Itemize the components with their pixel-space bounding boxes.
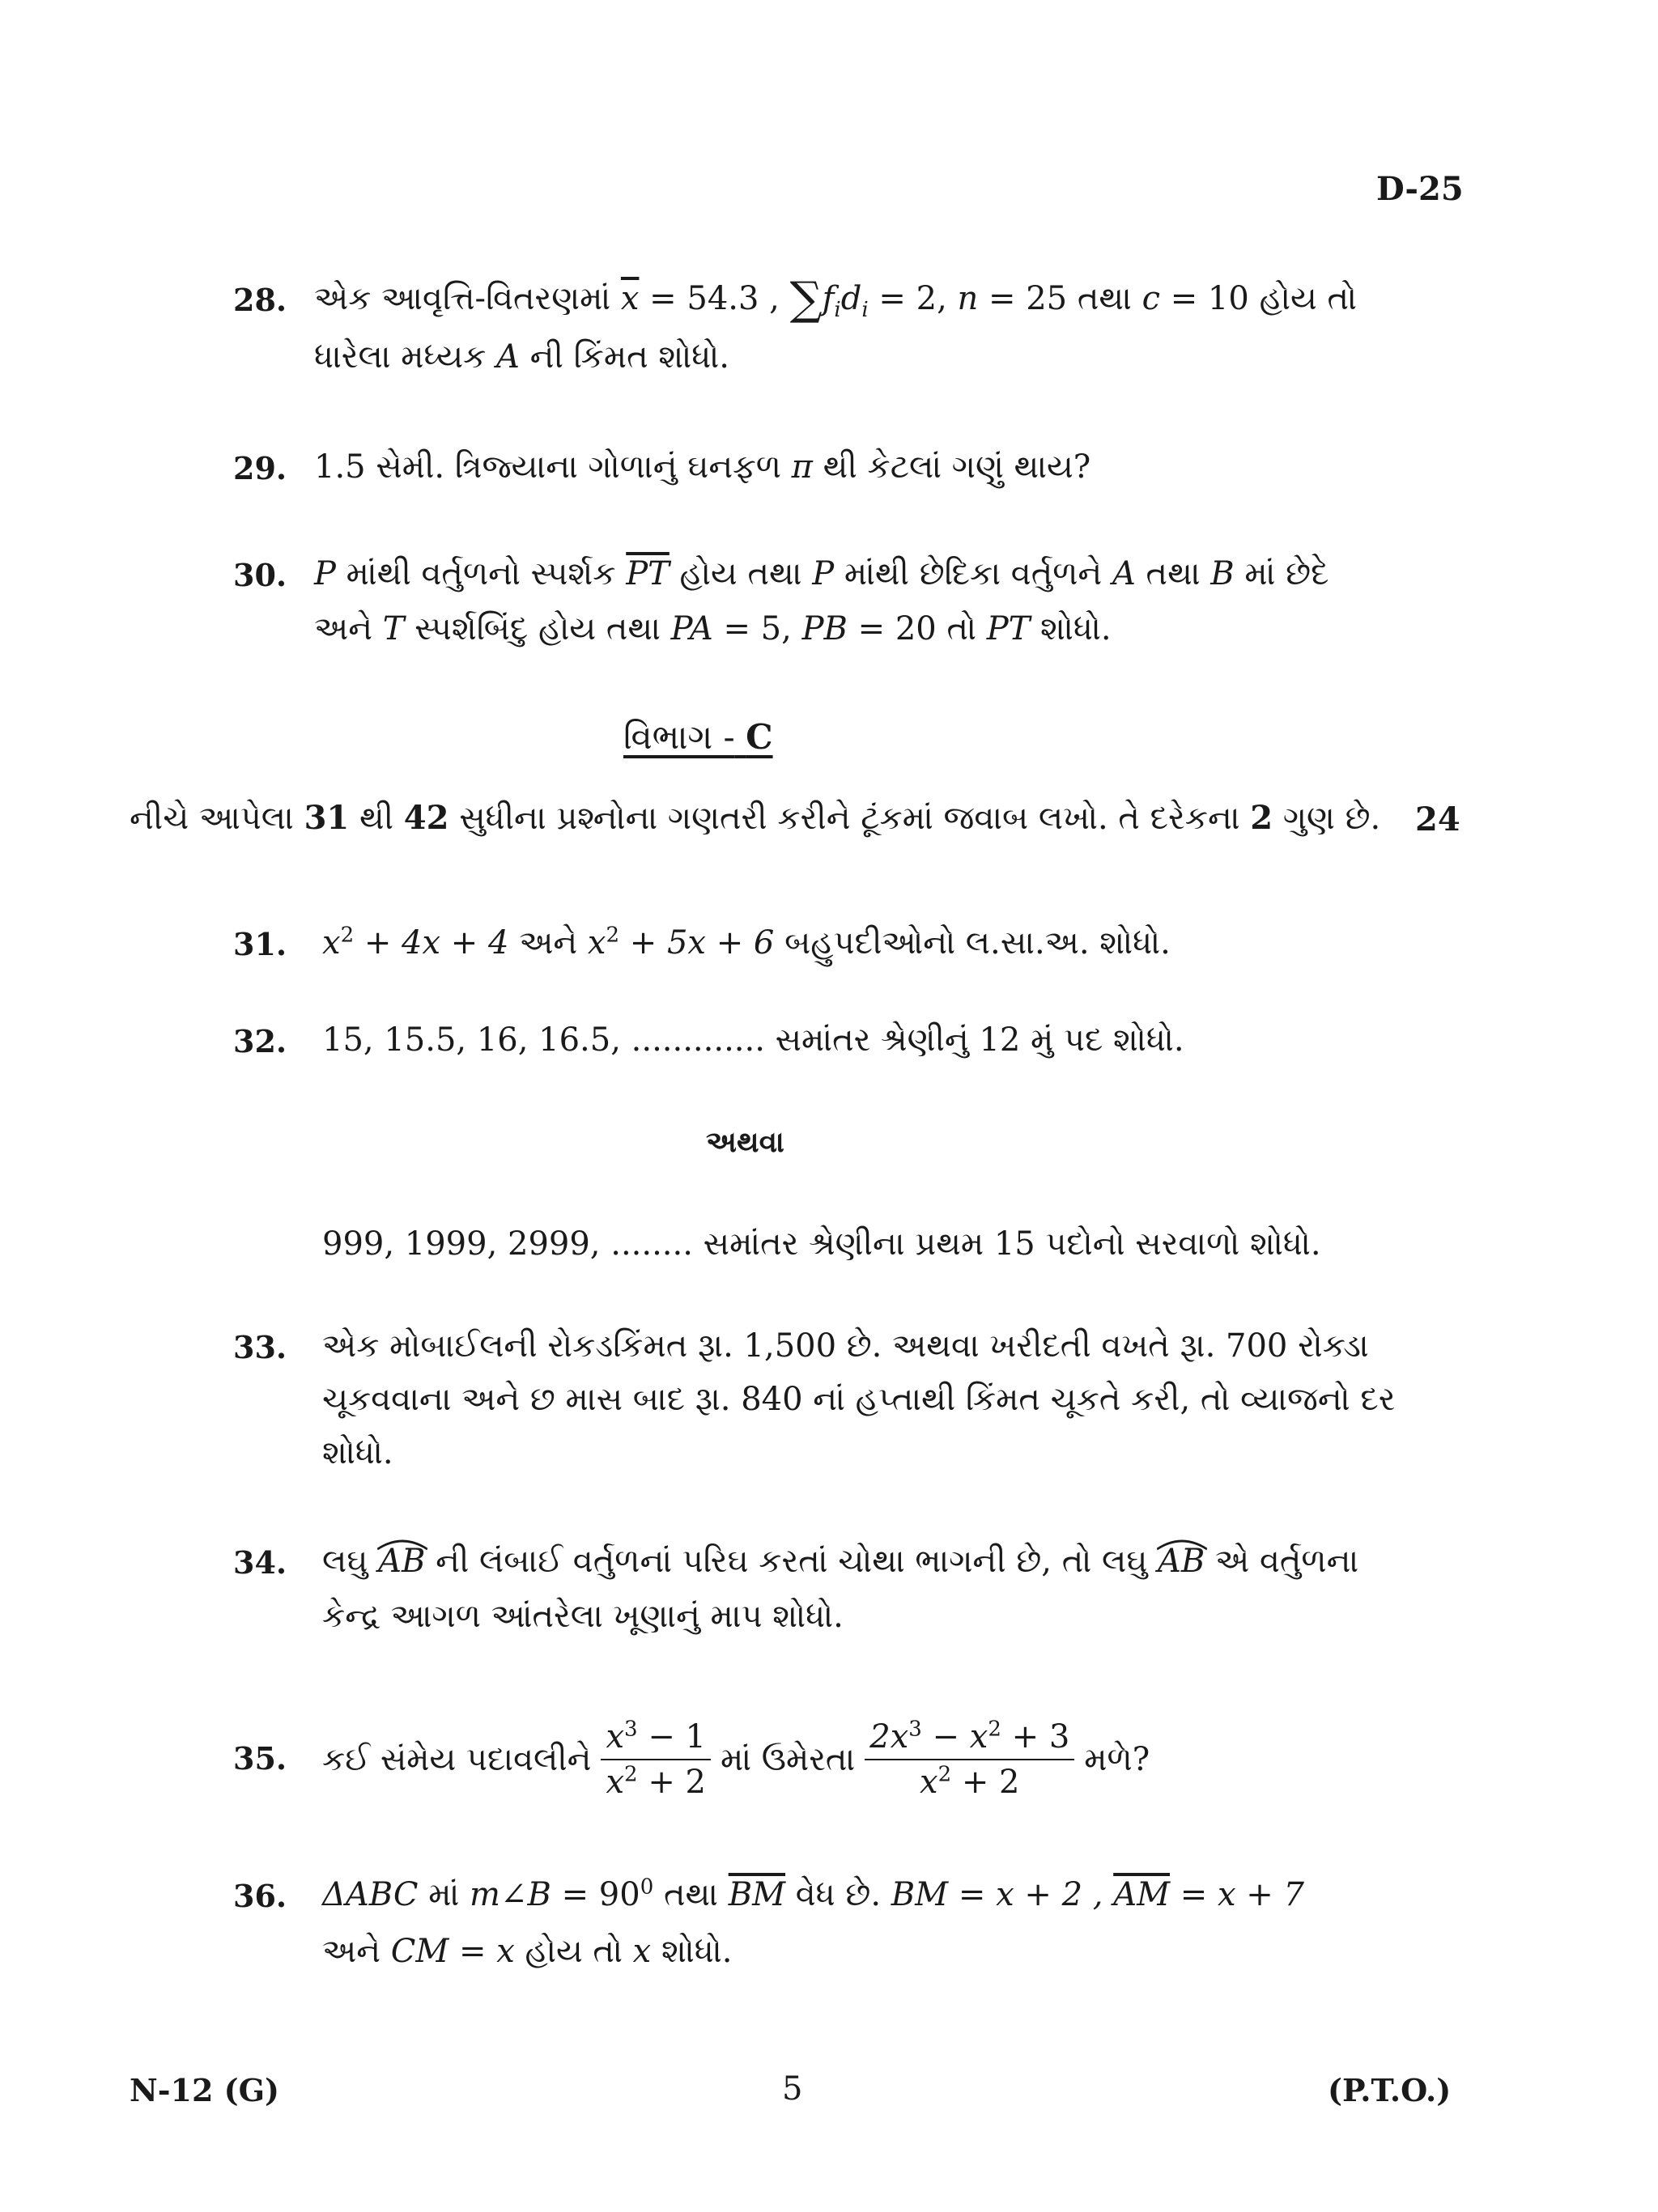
- question-28-line-1: [314, 274, 1358, 325]
- question-28-line-2: [314, 332, 1358, 382]
- f2-den-p: 2: [937, 1762, 952, 1787]
- q32-post: સમાંતર શ્રેણીનું 12 મું પદ શોધો.: [775, 1021, 1184, 1059]
- q28-c-value: = 10: [1170, 280, 1249, 317]
- f2-num-b: − x: [932, 1718, 988, 1756]
- question-32-number: 32.: [233, 1023, 287, 1059]
- f1-den-x: x: [606, 1764, 625, 1801]
- q28-c: c: [1141, 280, 1160, 317]
- question-30-line-2: [314, 604, 1358, 654]
- q31-p1: 2: [340, 923, 355, 948]
- q36-t2: તથા: [663, 1876, 718, 1913]
- fraction-1: [601, 1715, 711, 1804]
- q28-d: d: [840, 280, 862, 317]
- q28-n-value: = 25: [988, 280, 1068, 317]
- question-36-line-1: [322, 1870, 1367, 1920]
- q28-post: હોય તો: [1259, 280, 1357, 317]
- f1-den-r: + 2: [648, 1764, 706, 1801]
- question-30-line-1: [314, 549, 1358, 599]
- q28-and: તથા: [1077, 280, 1132, 317]
- q30-T: T: [382, 610, 405, 647]
- q31-p2: 2: [606, 923, 620, 948]
- or-label: અથવા: [706, 1125, 784, 1159]
- f2-num-p1: 3: [908, 1717, 922, 1742]
- q34-AB2: AB: [1158, 1543, 1205, 1580]
- q36-t3: વેધ છે.: [795, 1876, 882, 1913]
- section-letter: C: [746, 717, 773, 757]
- f1-num-p: 3: [624, 1717, 638, 1742]
- q30-l2d: = 20 તો: [857, 610, 976, 647]
- instr-b: થી: [359, 800, 394, 837]
- q30-PA: PA: [670, 610, 713, 647]
- q36-CM: CM: [390, 1933, 449, 1970]
- instr-c: સુધીના પ્રશ્નોના ગણતરી કરીને ટૂંકમાં જવાબ લખો. તે દરેકના: [459, 800, 1240, 837]
- question-31-text: [322, 918, 1367, 968]
- instr-d: ગુણ છે.: [1282, 800, 1381, 837]
- q36-tri: ΔABC: [322, 1876, 419, 1913]
- q28-mean-value: = 54.3 ,: [649, 280, 780, 317]
- footer-code: N-12 (G): [130, 2072, 280, 2108]
- q36-e1: = x + 2 ,: [958, 1876, 1103, 1913]
- q28-f: f: [822, 280, 835, 317]
- q36-l2a: અને: [322, 1933, 380, 1970]
- q29-post: થી કેટલાં ગણું થાય?: [823, 448, 1091, 486]
- question-28-number: 28.: [233, 282, 287, 318]
- f1-den-p: 2: [624, 1762, 638, 1787]
- q30-A: A: [1112, 555, 1136, 592]
- q36-eq: = 90: [561, 1876, 640, 1913]
- q30-PT2: PT: [986, 610, 1031, 647]
- q30-l2e: શોધો.: [1040, 610, 1112, 647]
- q35-mid: માં ઉમેરતા: [721, 1741, 856, 1778]
- q30-t2: હોય તથા: [679, 555, 802, 592]
- q28-sum-value: = 2,: [878, 280, 947, 317]
- question-32-alternative: [322, 1219, 1367, 1269]
- q30-P: P: [314, 555, 336, 592]
- q36-t1: માં: [428, 1876, 460, 1913]
- q35-post: મળે?: [1084, 1741, 1150, 1778]
- q34-AB1: AB: [378, 1543, 426, 1580]
- please-turn-over: (P.T.O.): [1328, 2072, 1452, 2108]
- q28-sub-i2: i: [861, 298, 869, 322]
- question-36-number: 36.: [233, 1878, 287, 1914]
- question-31-number: 31.: [233, 926, 287, 962]
- question-34-number: 34.: [233, 1544, 287, 1581]
- q34-t3: એ વર્તુળના: [1215, 1543, 1359, 1580]
- q30-l2c: = 5,: [723, 610, 792, 647]
- q30-t1: માંથી વર્તુળનો સ્પર્શક: [346, 555, 616, 592]
- q32b-post: સમાંતર શ્રેણીના પ્રથમ 15 પદોનો સરવાળો શોધો.: [703, 1225, 1321, 1263]
- q36-l2d: શોધો.: [661, 1933, 733, 1970]
- q30-P2: P: [812, 555, 835, 592]
- q36-BM2: BM: [891, 1876, 949, 1913]
- instr-n2: 42: [403, 799, 449, 837]
- q34-t1: લઘુ: [322, 1543, 368, 1580]
- q30-PT-segment: $\overline{PT}$: [626, 555, 670, 592]
- q31-and: અને: [519, 924, 578, 962]
- f2-num-a: 2x: [869, 1718, 909, 1756]
- question-29-number: 29.: [233, 450, 287, 486]
- q30-l2b: સ્પર્શબિંદુ હોય તથા: [414, 610, 661, 647]
- f2-den-x: x: [920, 1764, 938, 1801]
- fraction-2: [865, 1715, 1074, 1804]
- f1-num-r: − 1: [648, 1718, 706, 1756]
- question-35-number: 35.: [233, 1740, 287, 1777]
- q30-t3: માંથી છેદિકા વર્તુળને: [844, 555, 1103, 592]
- q36-deg: 0: [640, 1874, 654, 1900]
- q28-sub-i: i: [834, 298, 841, 322]
- sigma-symbol: ∑: [789, 273, 823, 325]
- question-30-number: 30.: [233, 557, 287, 593]
- question-33-line-1: એક મોબાઈલની રોકડકિંમત રૂા. 1,500 છે. અથવા ખરીદતી વખતે રૂા. 700 રોક્ડા: [322, 1327, 1369, 1365]
- instr-a: નીચે આપેલા: [130, 800, 294, 837]
- q36-e2: = x + 7: [1180, 1876, 1304, 1913]
- section-marks: 24: [1415, 800, 1460, 839]
- section-instruction: [130, 793, 1380, 843]
- q32-seq: 15, 15.5, 16, 16.5, .............: [322, 1021, 765, 1059]
- q36-angle: m∠B: [470, 1876, 551, 1913]
- q36-AM: $\overline{AM}$: [1113, 1876, 1171, 1913]
- q32b-seq: 999, 1999, 2999, ........: [322, 1225, 693, 1263]
- question-33-line-3: શોધો.: [322, 1434, 393, 1471]
- q29-pre: 1.5 સેમી. ત્રિજ્યાના ગોળાનું ઘનફળ: [314, 448, 781, 486]
- q36-l2b: = x: [459, 1933, 515, 1970]
- question-29-text: [314, 442, 1358, 492]
- q30-PB: PB: [801, 610, 848, 647]
- instr-n3: 2: [1250, 799, 1273, 837]
- q31-r2: + 5x + 6: [629, 924, 775, 962]
- f2-num-p2: 2: [988, 1717, 1001, 1742]
- q28-n: n: [957, 280, 979, 317]
- q30-B: B: [1210, 555, 1235, 592]
- q36-l2c: હોય તો: [525, 1933, 623, 1970]
- q28-xbar: $\overline{x}$: [620, 280, 640, 317]
- instr-n1: 31: [304, 799, 350, 837]
- question-33-number: 33.: [233, 1329, 287, 1365]
- q30-t5: માં છેદે: [1244, 555, 1329, 592]
- q28-A: A: [496, 338, 520, 376]
- q36-x: x: [632, 1933, 652, 1970]
- f2-den-r: + 2: [961, 1764, 1020, 1801]
- q30-l2a: અને: [314, 610, 372, 647]
- q31-x1: x: [322, 924, 341, 962]
- page-code: D-25: [1376, 170, 1464, 208]
- question-34-line-1: [322, 1536, 1367, 1586]
- f1-num-x: x: [606, 1718, 625, 1756]
- section-label: વિભાગ -: [623, 717, 735, 757]
- question-34-line-2: કેન્દ્ર આગળ આંતરેલા ખૂણાનું માપ શોધો.: [322, 1598, 844, 1635]
- question-32-text: [322, 1015, 1367, 1065]
- q28-l2b: ની કિંમત શોધો.: [529, 338, 729, 376]
- page-number: 5: [782, 2070, 803, 2108]
- q36-BM-segment: $\overline{BM}$: [728, 1876, 786, 1913]
- q28-l2a: ધારેલા મધ્યક: [314, 338, 487, 376]
- q28-text: એક આવૃત્તિ-વિતરણમાં: [314, 280, 611, 317]
- pi-symbol: π: [791, 448, 813, 486]
- question-35-text: [322, 1687, 1367, 1832]
- q30-t4: તથા: [1146, 555, 1201, 592]
- question-33-line-2: ચૂકવવાના અને છ માસ બાદ રૂા. 840 નાં હપ્તાથી કિંમત ચૂકતે કરી, તો વ્યાજનો દર: [322, 1381, 1396, 1418]
- section-heading: [623, 712, 773, 762]
- q35-pre: કઈ સંમેય પદાવલીને: [322, 1741, 592, 1778]
- q34-t2: ની લંબાઈ વર્તુળનાં પરિઘ કરતાં ચોથા ભાગની છે, તો લઘુ: [436, 1543, 1148, 1580]
- q31-post: બહુપદીઓનો લ.સા.અ. શોધો.: [784, 924, 1171, 962]
- f2-num-c: + 3: [1011, 1718, 1070, 1756]
- question-36-line-2: [322, 1926, 1367, 1976]
- q31-x2: x: [587, 924, 606, 962]
- arc-ab-1: [378, 1536, 425, 1586]
- q31-r1: + 4x + 4: [363, 924, 509, 962]
- arc-ab-2: [1158, 1536, 1205, 1586]
